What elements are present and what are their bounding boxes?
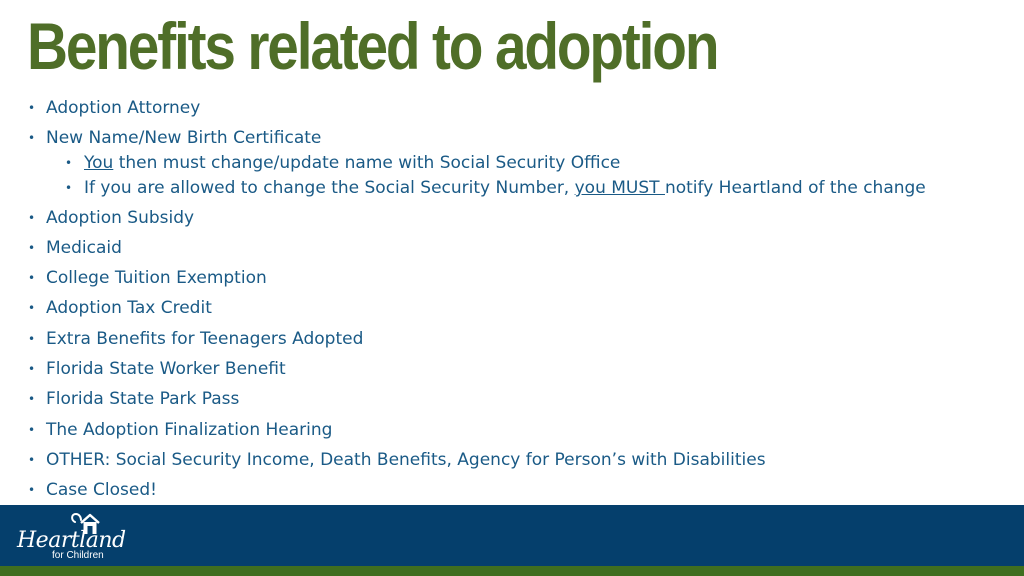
footer-stripe (0, 566, 1024, 576)
list-item-text: OTHER: Social Security Income, Death Benefits, Agency for Person’s with Disabilities (46, 450, 766, 470)
sub-list-item-text (84, 176, 926, 200)
bullet: • (65, 156, 73, 170)
list-item-text: Florida State Park Pass (46, 389, 240, 409)
sub-list-item-text-rest: then must change/update name with Social Security Office (113, 153, 621, 173)
list-item-text: Medicaid (46, 238, 122, 258)
list-item-text: Case Closed! (46, 480, 157, 500)
bullet: • (28, 423, 36, 437)
underlined-text: You (84, 153, 114, 173)
bullet: • (28, 241, 36, 255)
logo-tagline: for Children (52, 550, 104, 561)
bullet: • (65, 181, 73, 195)
bullet: • (28, 362, 36, 376)
bullet: • (28, 483, 36, 497)
list-item-text: College Tuition Exemption (46, 268, 267, 288)
bullet: • (28, 131, 36, 145)
bullet: • (28, 392, 36, 406)
bullet: • (28, 271, 36, 285)
list-item-text: Adoption Subsidy (46, 208, 195, 228)
list-item-text: Florida State Worker Benefit (46, 359, 286, 379)
bullet: • (28, 211, 36, 225)
sub-list-item-text-post: notify Heartland of the change (664, 178, 926, 198)
bullet: • (28, 453, 36, 467)
footer-bar (0, 505, 1024, 566)
list-item-text: The Adoption Finalization Hearing (46, 420, 333, 440)
heartland-logo (12, 512, 126, 564)
list-item-text: New Name/New Birth Certificate (46, 128, 322, 148)
list-item-text: Adoption Attorney (46, 98, 201, 118)
list-item-text: Adoption Tax Credit (46, 298, 212, 318)
slide-title: Benefits related to adoption (27, 9, 718, 83)
sub-list-item-text-pre: If you are allowed to change the Social Security Number, (84, 178, 575, 198)
bullet: • (28, 301, 36, 315)
underlined-text: you MUST (574, 178, 665, 198)
sub-list-item-text (84, 151, 620, 175)
bullet: • (28, 332, 36, 346)
logo-wordmark: Heartland (17, 528, 126, 553)
list-item-text: Extra Benefits for Teenagers Adopted (46, 329, 364, 349)
bullet: • (28, 101, 36, 115)
